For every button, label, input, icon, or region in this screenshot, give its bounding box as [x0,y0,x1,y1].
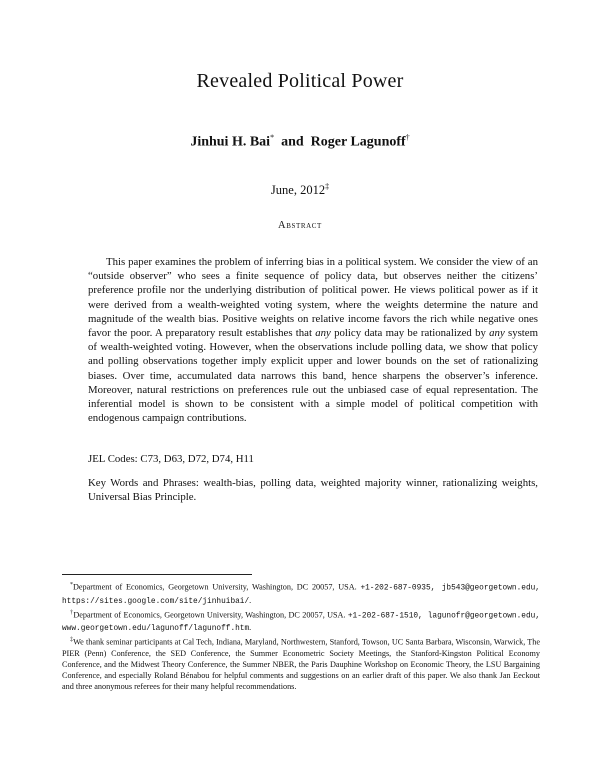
footnote-3 [62,635,540,692]
paper-date [0,182,600,198]
footnote-end: . [249,623,252,633]
footnote-marker: * [70,582,73,588]
abstract-body [88,255,538,425]
author-line [0,133,600,151]
author-connector: and [281,134,304,150]
footnote-marker: ‡ [325,182,330,191]
author-name: Jinhui H. Bai [190,134,271,150]
footnote-1 [62,580,540,608]
footnote-marker: ‡ [70,637,74,644]
abstract-text: system of wealth-weighted voting. However, when the observations include polling data, we show that policy and polling observations together imply explicit upper and lower bounds on the set of rationalizing biases. Over time, accumulated data narrows this band, hence sharpens the observer’s inference. Moreover, natural restrictions on preferences rule out the unbiased case of equal representation. The inferential model is shown to be consistent with a simple model of political competition with endogenous campaign contributions. [88,327,538,425]
abstract-text: policy data may be rationalized by [330,327,490,340]
date-text: June, 2012 [270,183,326,198]
jel-codes: JEL Codes: C73, D63, D72, D74, H11 [88,453,254,465]
abstract-heading: Abstract [278,220,322,231]
footnote-end: . [249,595,252,605]
footnote-contact: +1-202-687-1510, lagunofr@georgetown.edu, www.georgetown.edu/lagunoff/lagunoff.htm [62,612,541,634]
abstract-emphasis: any [489,327,505,340]
footnote-text: Department of Economics, Georgetown University, Washington, DC 20057, USA. [73,610,348,620]
footnote-marker: † [70,609,74,616]
paper-title: Revealed Political Power [196,70,404,92]
footnote-text: Department of Economics, Georgetown University, Washington, DC 20057, USA. [73,582,361,592]
keywords: Key Words and Phrases: wealth-bias, polling data, weighted majority winner, rationalizing weights, Universal Bias Principle. [88,477,538,504]
footnote-marker: * [270,133,275,142]
footnote-2 [62,608,540,636]
abstract-text: This paper examines the problem of inferring bias in a political system. We consider the view of an “outside observer” who sees a finite sequence of policy data, but observes neither the citizens’ preference profile nor the underlying distribution of political power. He views political power as if it were derived from a wealth-weighted voting system, where the weights determine the nature and magnitude of the wealth bias. Positive weights on relative income favors the rich while negative ones favor the poor. A preparatory result establishes that [88,256,538,340]
author-name: Roger Lagunoff [310,134,406,150]
footnote-marker: † [405,133,410,142]
footnote-divider [62,574,252,575]
footnote-contact: +1-202-687-0935, jb543@georgetown.edu, https://sites.google.com/site/jinhuibai/ [62,584,540,606]
abstract-emphasis: any [315,327,331,340]
footnotes [62,580,540,692]
footnote-text: We thank seminar participants at Cal Tech, Indiana, Maryland, Northwestern, Stanford, Towson, UC Santa Barbara, Wisconsin, Warwick, The PIER (Penn) Conference, the SED Conference, the Summer Econometric Society Meetings, the Stanford-Kingston Political Economy Conference, and the Midwest Theory Conference, the Summer NBER, the Paris Dauphine Workshop on Economic Theory, the LSU Bargaining Conference, and especially Roland Bénabou for helpful comments and suggestions on an earlier draft of this paper. We also thank Jan Eeckout and three anonymous referees for their many helpful recommendations. [62,638,541,692]
